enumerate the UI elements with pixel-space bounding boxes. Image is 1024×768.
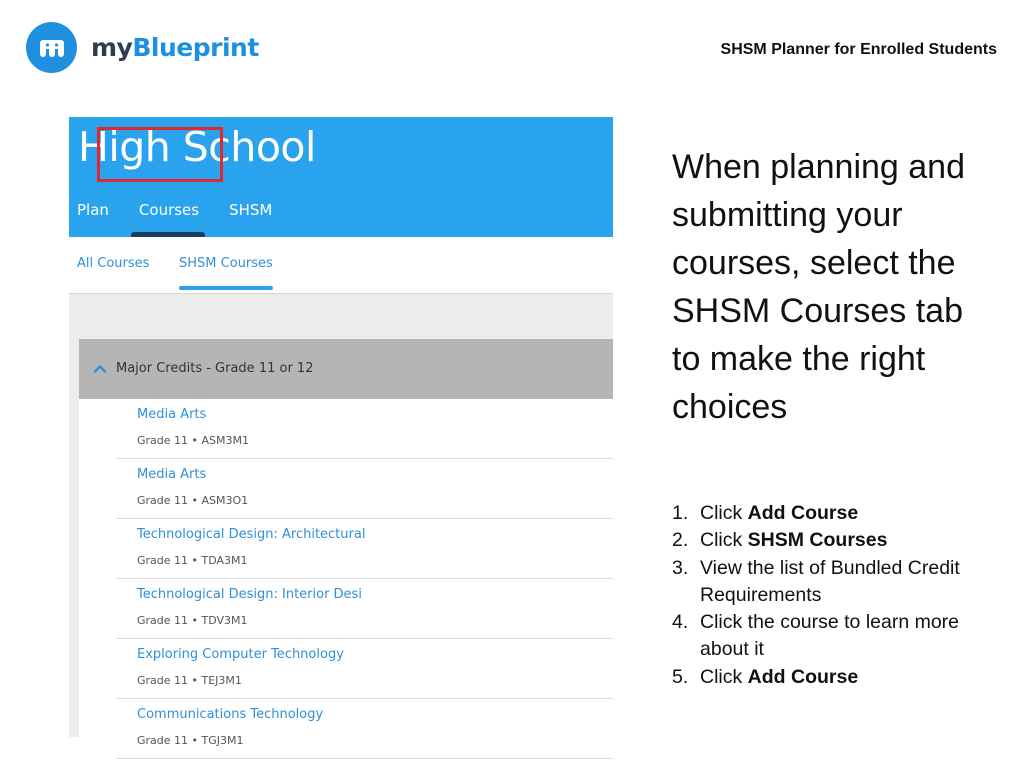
step-item [672, 500, 972, 527]
course-meta: Grade 11 • ASM3O1 [137, 494, 249, 507]
list-item[interactable] [116, 639, 613, 699]
course-name[interactable]: Technological Design: Interior Desi [137, 587, 362, 602]
step-number: 3. [672, 556, 689, 579]
list-item[interactable] [116, 579, 613, 639]
step-item [672, 527, 972, 554]
active-tab-underline [179, 286, 273, 290]
course-meta: Grade 11 • TEJ3M1 [137, 674, 242, 687]
course-subtabs [69, 237, 613, 293]
main-nav [69, 199, 294, 237]
step-bold: Add Course [747, 502, 859, 524]
list-item[interactable] [116, 699, 613, 759]
list-item[interactable] [116, 519, 613, 579]
group-label: Major Credits - Grade 11 or 12 [116, 361, 314, 376]
step-number: 2. [672, 529, 689, 552]
shsm-tab-highlight-box [97, 127, 223, 182]
step-text [700, 555, 972, 610]
logo-my: my [91, 33, 133, 62]
nav-plan[interactable]: Plan [77, 201, 109, 219]
step-bold: SHSM Courses [747, 529, 888, 552]
step-pre: Click [700, 529, 748, 552]
step-number: 4. [672, 611, 689, 634]
step-number: 1. [672, 502, 689, 524]
step-item [672, 555, 972, 610]
course-name[interactable]: Technological Design: Architectural [137, 527, 366, 542]
step-item [672, 664, 972, 691]
step-pre: Click the course to learn more about it [700, 611, 960, 661]
banner-title: High School [78, 123, 316, 171]
step-number: 5. [672, 665, 689, 688]
chevron-up-icon [93, 364, 107, 373]
step-text [700, 664, 858, 691]
list-item[interactable] [116, 459, 613, 519]
step-text [700, 527, 887, 554]
high-school-screenshot [69, 117, 613, 747]
tab-all-courses[interactable]: All Courses [77, 256, 150, 271]
myblueprint-logo-icon [26, 22, 77, 73]
step-text [700, 500, 858, 527]
major-credits-group-header[interactable] [79, 339, 613, 399]
course-name[interactable]: Media Arts [137, 407, 207, 422]
course-name[interactable]: Communications Technology [137, 707, 324, 722]
tab-shsm-courses[interactable]: SHSM Courses [179, 256, 273, 271]
step-pre: View the list of Bundled Credit Requirements [700, 556, 960, 606]
course-name[interactable]: Exploring Computer Technology [137, 647, 344, 662]
course-meta: Grade 11 • TGJ3M1 [137, 734, 244, 747]
list-item[interactable] [116, 399, 613, 459]
nav-shsm[interactable]: SHSM [229, 201, 273, 219]
course-meta: Grade 11 • ASM3M1 [137, 434, 249, 447]
steps-list [672, 500, 972, 691]
intro-text: When planning and submitting your courses, select the SHSM Courses tab to make the right choices [672, 148, 966, 426]
course-list [79, 399, 613, 747]
logo-blueprint: Blueprint [132, 33, 259, 62]
step-pre: Click [700, 665, 748, 688]
slide-title: SHSM Planner for Enrolled Students [720, 41, 997, 58]
course-meta: Grade 11 • TDV3M1 [137, 614, 248, 627]
myblueprint-logo [26, 22, 259, 73]
course-meta: Grade 11 • TDA3M1 [137, 554, 248, 567]
logo-wordmark [91, 33, 259, 62]
step-bold: Add Course [747, 665, 859, 688]
step-item [672, 609, 972, 664]
step-pre: Click [700, 502, 748, 524]
nav-courses[interactable]: Courses [131, 199, 199, 237]
course-name[interactable]: Media Arts [137, 467, 207, 482]
step-text [700, 609, 972, 664]
